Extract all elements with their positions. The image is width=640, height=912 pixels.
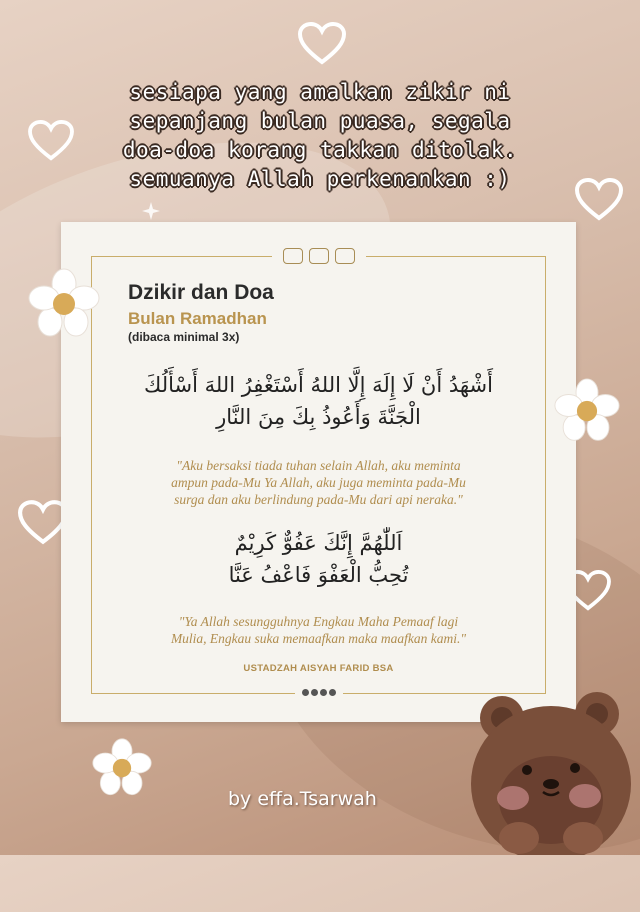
card-frame [91,256,546,694]
caption-line: doa-doa korang takkan ditolak. [122,138,518,162]
logo-icon [309,248,329,264]
byline: by effa.Tsarwah [228,788,377,810]
flower-icon [92,738,152,798]
arabic-line: تُحِبُّ الْعَفْوَ فَاعْفُ عَنَّا [228,563,409,587]
social-icon [302,689,309,696]
card-title: Dzikir dan Doa [128,281,274,304]
translation-line: "Aku bersaksi tiada tuhan selain Allah, aku meminta [176,458,461,473]
bear-illustration [467,688,637,855]
social-icon [311,689,318,696]
card-note: (dibaca minimal 3x) [128,330,240,344]
translation-line: ampun pada-Mu Ya Allah, aku juga meminta pada-Mu [171,475,466,490]
card-subtitle: Bulan Ramadhan [128,309,267,328]
arabic-text-2 [112,527,525,591]
translation-2 [112,613,525,647]
caption-text [40,78,600,194]
caption-line: sepanjang bulan puasa, segala [129,109,511,133]
sparkle-icon [140,200,162,222]
caption-line: semuanya Allah perkenankan :) [129,167,511,191]
logos [92,245,545,264]
translation-line: Mulia, Engkau suka memaafkan maka maafkan kami." [170,631,467,646]
arabic-line: أَشْهَدُ أَنْ لَا إِلَهَ إِلَّا اللهُ أَسْتَغْفِرُ اللهَ أَسْأَلُكَ [144,373,493,397]
flower-icon [554,378,620,444]
flower-icon [28,268,100,340]
arabic-line: الْجَنَّةَ وَأَعُوذُ بِكَ مِنَ النَّارِ [216,405,421,429]
dzikir-card [61,222,576,722]
author-name: USTADZAH AISYAH FARID BSA [243,663,394,674]
arabic-text-1 [112,369,525,433]
heart-icon [298,22,346,66]
arabic-line: اَللّٰهُمَّ إِنَّكَ عَفُوٌّ كَرِيْمٌ [234,531,403,555]
translation-line: "Ya Allah sesungguhnya Engkau Maha Pemaaf lagi [178,614,459,629]
translation-1 [112,457,525,508]
logo-icon [283,248,303,264]
logo-icon [335,248,355,264]
caption-line: sesiapa yang amalkan zikir ni [129,80,511,104]
social-icon [320,689,327,696]
translation-line: surga dan aku berlindung pada-Mu dari api neraka." [174,492,463,507]
social-icon [329,689,336,696]
